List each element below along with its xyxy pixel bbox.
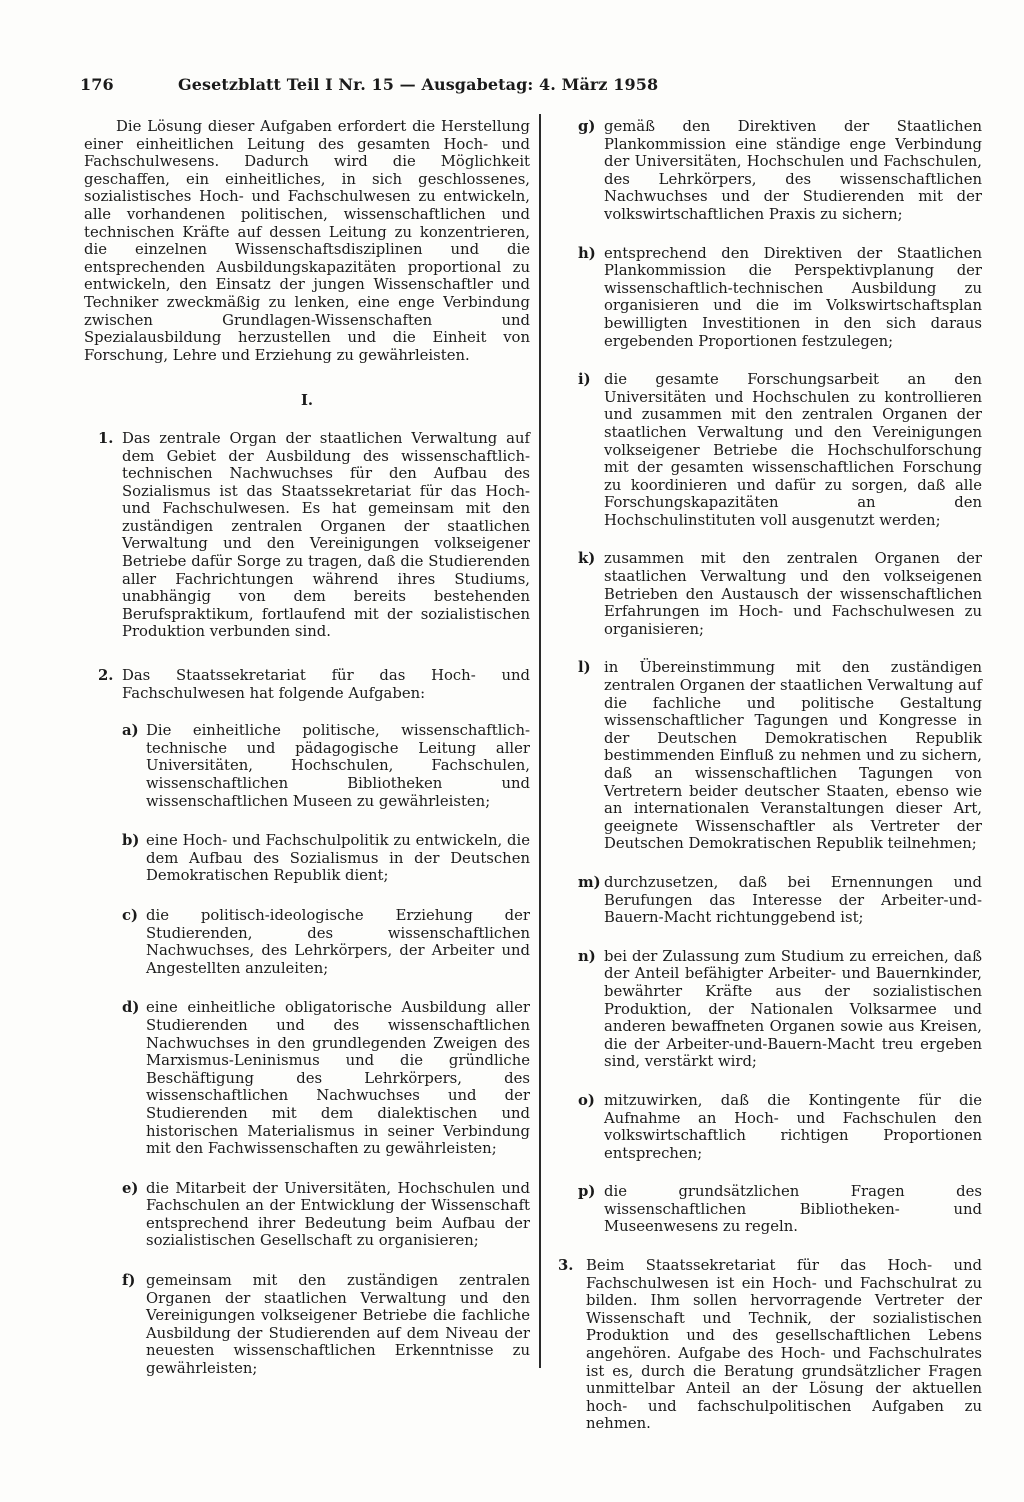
list-item-marker: n) xyxy=(578,947,596,965)
list-item-b xyxy=(84,832,530,885)
list-item-text: die Mitarbeit der Universitäten, Hochschulen und Fachschulen an der Entwicklung der Wissenschaft entsprechend ihrer Bedeutung beim Aufbau der sozialistischen Gesellschaft zu organisieren; xyxy=(146,1179,530,1250)
list-item-o xyxy=(550,1092,982,1162)
list-item-text: die grundsätzlichen Fragen des wissenschaftlichen Bibliotheken- und Museenwesens zu regeln. xyxy=(604,1183,982,1236)
point-2-marker: 2. xyxy=(98,667,114,685)
gazette-title: Gesetzblatt Teil I Nr. 15 — Ausgabetag: 4. März 1958 xyxy=(178,75,659,94)
list-item-n xyxy=(550,948,982,1071)
point-2 xyxy=(84,667,530,702)
list-item-text: mitzuwirken, daß die Kontingente für die Aufnahme an Hoch- und Fachschulen den volkswirtschaftlich richtigen Proportionen entsprechen; xyxy=(604,1091,982,1162)
list-item-text: bei der Zulassung zum Studium zu erreichen, daß der Anteil befähigter Arbeiter- und Bauernkinder, bewährter Kräfte aus der sozialistischen Produktion, der Nationalen Volksarmee und anderen bewaffneten Organen sowie aus Kreisen, die der Arbeiter-und-Bauern-Macht treu ergeben sind, verstärkt wird; xyxy=(604,947,982,1071)
list-item-marker: f) xyxy=(122,1272,136,1290)
list-item-marker: d) xyxy=(122,999,140,1017)
point-3-marker: 3. xyxy=(558,1257,574,1275)
list-item-m xyxy=(550,874,982,927)
list-item-k xyxy=(550,550,982,638)
list-item-text: gemäß den Direktiven der Staatlichen Plankommission eine ständige enge Verbindung der Universitäten, Hochschulen und Fachschulen, des Lehrkörpers, des wissenschaftlichen Nachwuchses und der Studierenden mit der volkswirtschaftlichen Praxis zu sichern; xyxy=(604,118,982,223)
point-3-text: Beim Staatssekretariat für das Hoch- und Fachschulwesen ist ein Hoch- und Fachschulrat zu bilden. Ihm sollen hervorragende Vertreter der Wissenschaft und Technik, der sozialistischen Produktion und des gesellschaftlichen Lebens angehören. Aufgabe des Hoch- und Fachschulrates ist es, durch die Beratung grundsätzlicher Fragen unmittelbar Anteil an der Lösung der aktuellen hoch- und fachschulpolitischen Aufgaben zu nehmen. xyxy=(586,1257,982,1433)
list-item-marker: p) xyxy=(578,1183,596,1201)
list-item-a xyxy=(84,722,530,810)
list-item-text: die politisch-ideologische Erziehung der Studierenden, des wissenschaftlichen Nachwuchses, des Lehrkörpers, der Arbeiter und Angestellten anzuleiten; xyxy=(146,906,530,977)
section-heading: I. xyxy=(300,392,314,410)
list-item-marker: m) xyxy=(578,873,601,891)
list-item-f xyxy=(84,1272,530,1378)
page-header xyxy=(80,75,780,103)
list-item-text: eine Hoch- und Fachschulpolitik zu entwickeln, die dem Aufbau des Sozialismus in der Deutschen Demokratischen Republik dient; xyxy=(146,832,530,885)
list-item-text: eine einheitliche obligatorische Ausbildung aller Studierenden und des wissenschaftlichen Nachwuchses in den grundlegenden Zweigen des Marxismus-Leninismus und die gründliche Beschäftigung des Lehrkörpers, des wissenschaftlichen Nachwuchses und der Studierenden mit dem dialektischen und historischen Materialismus in seiner Verbindung mit den Fachwissenschaften zu gewährleisten; xyxy=(146,999,530,1158)
list-item-p xyxy=(550,1183,982,1236)
point-2-text: Das Staatssekretariat für das Hoch- und Fachschulwesen hat folgende Aufgaben: xyxy=(122,667,530,702)
list-item-e xyxy=(84,1180,530,1250)
list-item-marker: i) xyxy=(578,371,591,389)
list-item-text: Die einheitliche politische, wissenschaftlich-technische und pädagogische Leitung aller Universitäten, Hochschulen, Fachschulen, wissenschaftlichen Bibliotheken und wissenschaftlichen Museen zu gewährleisten; xyxy=(146,722,530,810)
list-item-text: gemeinsam mit den zuständigen zentralen Organen der staatlichen Verwaltung und den Vereinigungen volkseigener Betriebe die fachliche Ausbildung der Studierenden auf dem Niveau der neuesten wissenschaftlichen Erkenntnisse zu gewährleisten; xyxy=(146,1272,530,1378)
list-item-c xyxy=(84,907,530,977)
left-column xyxy=(84,118,530,1400)
list-item-marker: l) xyxy=(578,659,591,677)
list-item-text: entsprechend den Direktiven der Staatlichen Plankommission die Perspektivplanung der wissenschaftlich-technischen Ausbildung zu organisieren und die im Volkswirtschaftsplan bewilligten Investitionen in den sich daraus ergebenden Proportionen festzulegen; xyxy=(604,244,982,350)
point-1 xyxy=(84,430,530,641)
page-number: 176 xyxy=(80,75,114,94)
list-item-i xyxy=(550,371,982,529)
point-3 xyxy=(550,1257,982,1433)
list-item-marker: h) xyxy=(578,244,596,262)
list-item-marker: e) xyxy=(122,1179,139,1197)
list-item-d xyxy=(84,999,530,1157)
point-1-marker: 1. xyxy=(98,429,114,447)
point-1-text: Das zentrale Organ der staatlichen Verwaltung auf dem Gebiet der Ausbildung des wissenschaftlich-technischen Nachwuchses für den Aufbau des Sozialismus ist das Staatssekretariat für das Hoch- und Fachschulwesen. Es hat gemeinsam mit den zuständigen zentralen Organen der staatlichen Verwaltung und den Vereinigungen volkseigener Betriebe dafür Sorge zu tragen, daß die Studierenden aller Fachrichtungen während ihres Studiums, unabhängig von dem bereits bestehenden Berufspraktikum, fortlaufend mit der sozialistischen Produktion verbunden sind. xyxy=(122,429,530,641)
list-item-marker: g) xyxy=(578,118,596,135)
right-column xyxy=(550,118,982,1454)
list-item-marker: o) xyxy=(578,1091,595,1109)
list-item-text: durchzusetzen, daß bei Ernennungen und Berufungen das Interesse der Arbeiter-und-Bauern-Macht richtunggebend ist; xyxy=(604,873,982,927)
intro-paragraph: Die Lösung dieser Aufgaben erfordert die Herstellung einer einheitlichen Leitung des gesamten Hoch- und Fachschulwesens. Dadurch wird die Möglichkeit geschaffen, ein einheitliches, in sich geschlossenes, sozialistisches Hoch- und Fachschulwesen zu entwickeln, alle vorhandenen politischen, wissenschaftlichen und technischen Kräfte auf dessen Leitung zu konzentrieren, die einzelnen Wissenschaftsdisziplinen und die entsprechenden Ausbildungskapazitäten proportional zu entwickeln, den Einsatz der jungen Wissenschaftler und Techniker zweckmäßig zu lenken, eine enge Verbindung zwischen Grundlagen-Wissenschaften und Spezialausbildung herzustellen und die Einheit von Forschung, Lehre und Erziehung zu gewährleisten. xyxy=(84,118,530,364)
list-item-text: in Übereinstimmung mit den zuständigen zentralen Organen der staatlichen Verwaltung auf die fachliche und politische Gestaltung wissenschaftlicher Tagungen und Kongresse in der Deutschen Demokratischen Republik bestimmenden Einfluß zu nehmen und zu sichern, daß an wissenschaftlichen Tagungen von Vertretern beider deutscher Staaten, ebenso wie an internationalen Veranstaltungen dieser Art, geeignete Wissenschaftler als Vertreter der Deutschen Demokratischen Republik teilnehmen; xyxy=(604,659,982,853)
list-item-marker: a) xyxy=(122,722,139,740)
list-item-marker: c) xyxy=(122,906,139,924)
list-item-marker: k) xyxy=(578,550,596,568)
list-item-text: die gesamte Forschungsarbeit an den Universitäten und Hochschulen zu kontrollieren und zusammen mit den zentralen Organen der staatlichen Verwaltung und den Vereinigungen volkseigener Betriebe die Hochschulforschung mit der gesamten wissenschaftlichen Forschung zu koordinieren und dafür zu sorgen, daß alle Forschungskapazitäten an den Hochschulinstituten voll ausgenutzt werden; xyxy=(604,371,982,529)
list-item-g xyxy=(550,118,982,224)
list-item-marker: b) xyxy=(122,832,140,850)
list-item-text: zusammen mit den zentralen Organen der staatlichen Verwaltung und den volkseigenen Betrieben den Austausch der wissenschaftlichen Erfahrungen im Hoch- und Fachschulwesen zu organisieren; xyxy=(604,550,982,638)
column-divider xyxy=(539,114,541,1368)
list-item-l xyxy=(550,659,982,853)
list-item-h xyxy=(550,245,982,351)
